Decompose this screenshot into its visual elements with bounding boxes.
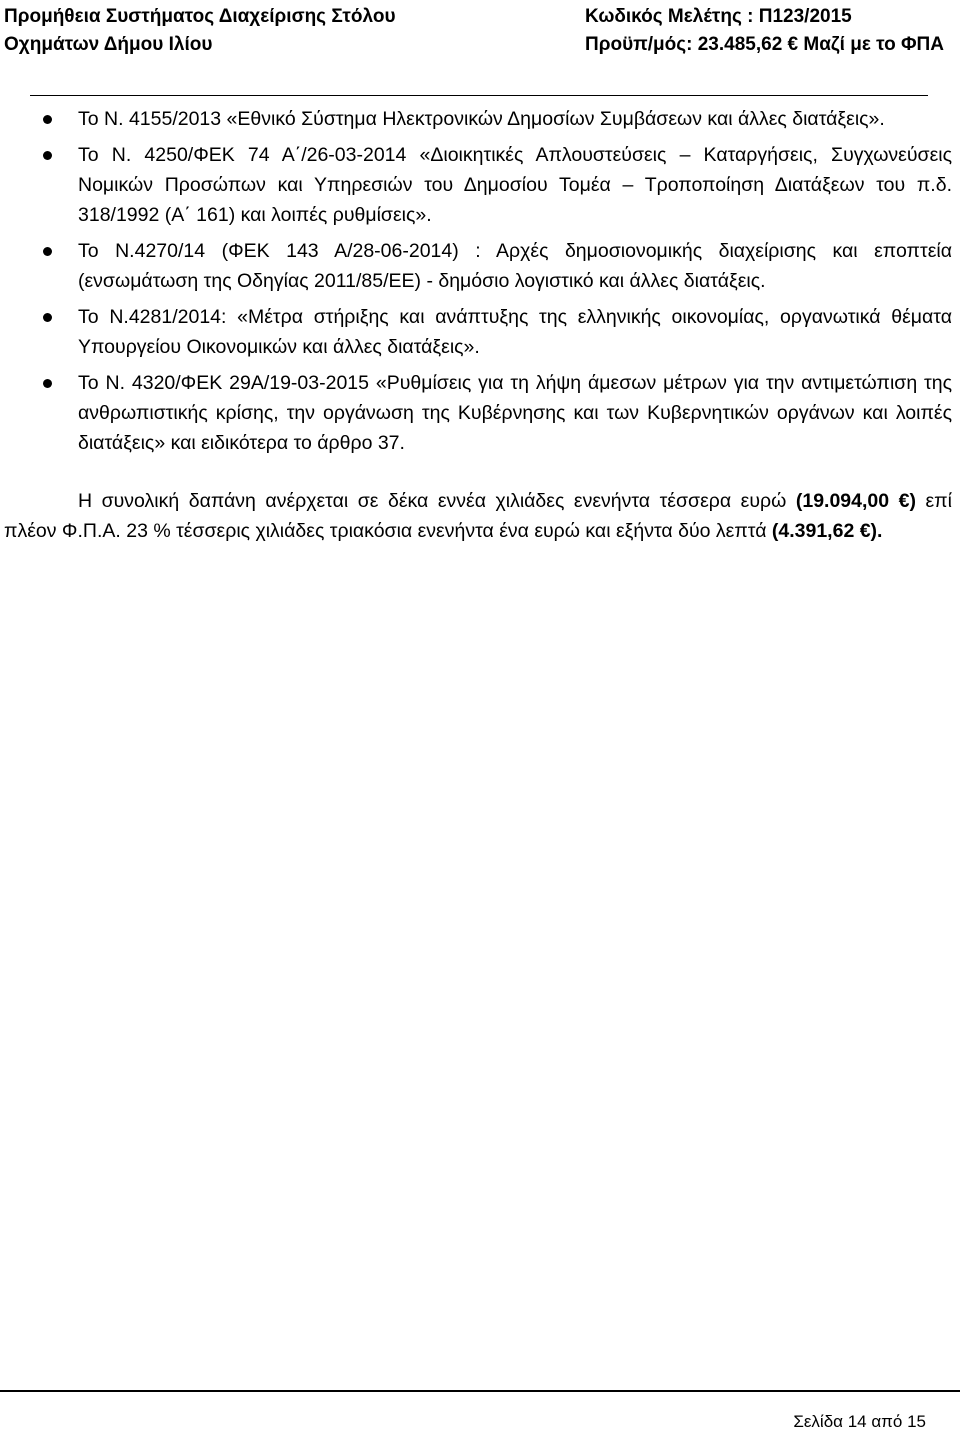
net-amount: (19.094,00 €): [795, 490, 916, 512]
page-number: Σελίδα 14 από 15: [793, 1412, 926, 1431]
vat-amount: (4.391,62 €): [771, 520, 878, 542]
bullet-icon: [43, 379, 52, 388]
document-body: [4, 104, 952, 566]
summary-text-1: Η συνολική δαπάνη ανέρχεται σε δέκα εννέα χιλιάδες ενενήντα τέσσερα ευρώ: [78, 490, 796, 512]
study-code: Κωδικός Μελέτης : Π123/2015: [585, 6, 852, 27]
law-list-item: [4, 302, 952, 362]
law-list: [4, 104, 952, 458]
header-divider: [30, 95, 928, 96]
summary-text-2: επί πλέον Φ.Π.Α. 23 % τέσσερις χιλιάδες τριακόσια ενενήντα ένα ευρώ και εξήντα δύο λεπτά: [4, 490, 952, 542]
law-list-item: [4, 140, 952, 230]
law-text: Το Ν.4270/14 (ΦΕΚ 143 Α/28-06-2014) : Αρχές δημοσιονομικής διαχείρισης και εποπτεία (ενσωμάτωση της Οδηγίας 2011/85/ΕΕ) - δημόσιο λογιστικό και άλλες διατάξεις.: [78, 240, 952, 292]
budget: Προϋπ/μός: 23.485,62 € Μαζί με το ΦΠΑ: [585, 34, 944, 55]
law-list-item: [4, 104, 952, 134]
footer-divider: [0, 1390, 960, 1392]
summary-text-3: .: [877, 520, 883, 542]
header-title-line2: Οχημάτων Δήμου Ιλίου: [4, 34, 213, 55]
header-title-block: [4, 3, 396, 59]
bullet-icon: [43, 115, 52, 124]
bullet-icon: [43, 247, 52, 256]
page-header: [4, 0, 952, 96]
law-list-item: [4, 236, 952, 296]
bullet-icon: [43, 313, 52, 322]
law-text: Το Ν. 4320/ΦΕΚ 29Α/19-03-2015 «Ρυθμίσεις για τη λήψη άμεσων μέτρων για την αντιμετώπιση της ανθρωπιστικής κρίσης, την οργάνωση της Κυβέρνησης και των Κυβερνητικών οργάνων και λοιπές διατάξεις» και ειδικότερα το άρθρο 37.: [78, 372, 952, 454]
law-text: Το Ν. 4250/ΦΕΚ 74 Α΄/26-03-2014 «Διοικητικές Απλουστεύσεις – Καταργήσεις, Συγχωνεύσεις Νομικών Προσώπων και Υπηρεσιών του Δημοσίου Τομέα – Τροποποίηση Διατάξεων του π.δ. 318/1992 (Α΄ 161) και λοιπές ρυθμίσεις».: [78, 144, 952, 226]
law-text: Το Ν.4281/2014: «Μέτρα στήριξης και ανάπτυξης της ελληνικής οικονομίας, οργανωτικά θέματα Υπουργείου Οικονομικών και άλλες διατάξεις».: [78, 306, 952, 358]
cost-summary: [4, 486, 952, 546]
header-meta-block: [585, 3, 944, 59]
law-list-item: [4, 368, 952, 458]
law-text: Το Ν. 4155/2013 «Εθνικό Σύστημα Ηλεκτρονικών Δημοσίων Συμβάσεων και άλλες διατάξεις».: [78, 108, 885, 130]
header-title-line1: Προμήθεια Συστήματος Διαχείρισης Στόλου: [4, 6, 396, 27]
bullet-icon: [43, 151, 52, 160]
